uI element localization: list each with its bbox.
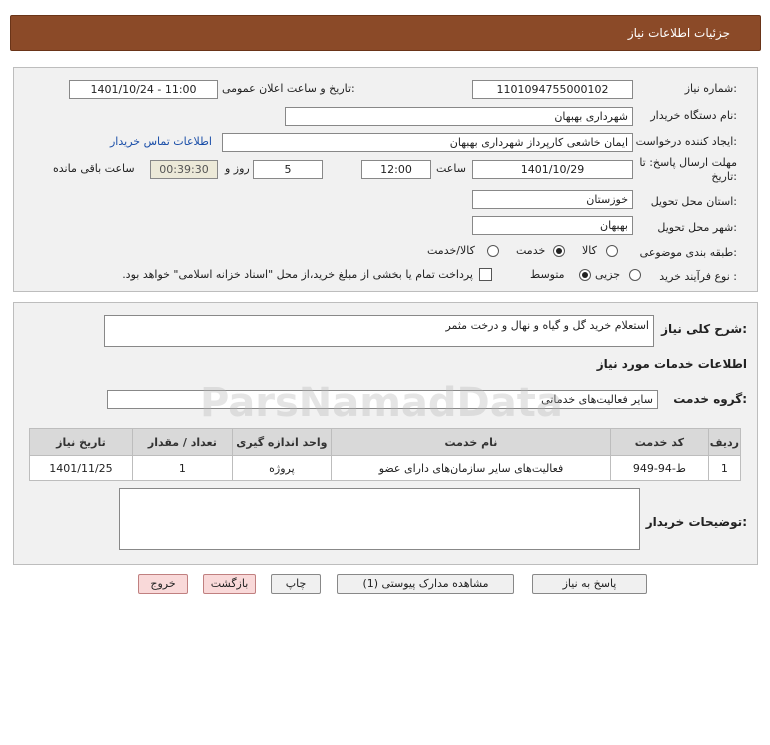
- cell-quantity: 1: [132, 456, 232, 481]
- services-heading: اطلاعات خدمات مورد نیاز: [596, 357, 747, 371]
- buyer-notes-label: توضیحات خریدار:: [645, 515, 747, 529]
- deadline-label-1: مهلت ارسال پاسخ: تا: [639, 156, 737, 169]
- back-button[interactable]: بازگشت: [203, 574, 256, 594]
- col-unit: واحد اندازه گیری: [232, 429, 331, 456]
- process-option-medium: متوسط: [530, 268, 565, 281]
- deadline-time-field: 12:00: [361, 160, 431, 179]
- category-radio-goods-service[interactable]: [487, 245, 499, 257]
- exit-button[interactable]: خروج: [138, 574, 188, 594]
- process-radio-minor[interactable]: [629, 269, 641, 281]
- cell-service-code: ط-94-949: [611, 456, 709, 481]
- page-title: جزئیات اطلاعات نیاز: [627, 26, 730, 40]
- deadline-label-2: تاریخ:: [711, 170, 737, 183]
- city-label: شهر محل تحویل:: [657, 221, 737, 234]
- announce-label: تاریخ و ساعت اعلان عمومی:: [222, 82, 355, 95]
- need-number-field: 1101094755000102: [472, 80, 633, 99]
- process-option-minor: جزیی: [595, 268, 621, 281]
- print-button[interactable]: چاپ: [271, 574, 321, 594]
- page-header: [10, 15, 761, 51]
- contact-info-link[interactable]: اطلاعات تماس خریدار: [110, 135, 212, 148]
- cell-service-name: فعالیت‌های سایر سازمان‌های دارای عضو: [331, 456, 610, 481]
- city-field: بهبهان: [472, 216, 633, 235]
- cell-unit: پروژه: [232, 456, 331, 481]
- need-number-label: شماره نیاز:: [684, 82, 737, 95]
- category-option-goods-service: کالا/خدمت: [427, 244, 475, 257]
- category-option-service: خدمت: [516, 244, 546, 257]
- category-option-goods: کالا: [582, 244, 597, 257]
- services-table: [29, 428, 741, 481]
- buyer-org-field: شهرداری بهبهان: [285, 107, 633, 126]
- category-radio-goods[interactable]: [606, 245, 618, 257]
- days-field: 5: [253, 160, 323, 179]
- reply-button[interactable]: پاسخ به نیاز: [532, 574, 647, 594]
- days-label: روز و: [225, 162, 250, 175]
- province-label: استان محل تحویل:: [650, 195, 737, 208]
- announce-field: 1401/10/24 - 11:00: [69, 80, 218, 99]
- col-row-number: ردیف: [708, 429, 740, 456]
- attachments-button[interactable]: مشاهده مدارک پیوستی (1): [337, 574, 514, 594]
- service-group-label: گروه خدمت:: [673, 392, 747, 406]
- province-field: خوزستان: [472, 190, 633, 209]
- table-row: [30, 456, 741, 481]
- deadline-date-field: 1401/10/29: [472, 160, 633, 179]
- col-quantity: تعداد / مقدار: [132, 429, 232, 456]
- remaining-time-field: 00:39:30: [150, 160, 218, 179]
- treasury-checkbox[interactable]: [479, 268, 492, 281]
- col-need-date: تاریخ نیاز: [30, 429, 133, 456]
- summary-label: شرح کلی نیاز:: [661, 322, 747, 336]
- cell-row-number: 1: [708, 456, 740, 481]
- category-label: طبقه بندی موضوعی:: [639, 246, 737, 259]
- deadline-time-label: ساعت: [436, 162, 466, 175]
- watermark-logo: ParsNamadData: [200, 380, 563, 426]
- process-radio-medium[interactable]: [579, 269, 591, 281]
- service-group-field: سایر فعالیت‌های خدماتی: [107, 390, 658, 409]
- process-label: نوع فرآیند خرید :: [659, 270, 737, 283]
- creator-label: ایجاد کننده درخواست:: [635, 135, 737, 148]
- col-service-name: نام خدمت: [331, 429, 610, 456]
- col-service-code: کد خدمت: [611, 429, 709, 456]
- table-header-row: [30, 429, 741, 456]
- cell-need-date: 1401/11/25: [30, 456, 133, 481]
- summary-field: استعلام خرید گل و گیاه و نهال و درخت مثمر: [104, 315, 654, 347]
- treasury-note: پرداخت تمام یا بخشی از مبلغ خرید،از محل "اسناد خزانه اسلامی" خواهد بود.: [122, 268, 473, 281]
- category-radio-service[interactable]: [553, 245, 565, 257]
- buyer-org-label: نام دستگاه خریدار:: [650, 109, 737, 122]
- creator-field: ایمان خاشعی کارپرداز شهرداری بهبهان: [222, 133, 633, 152]
- remaining-label: ساعت باقی مانده: [53, 162, 135, 175]
- buyer-notes-field: [119, 488, 640, 550]
